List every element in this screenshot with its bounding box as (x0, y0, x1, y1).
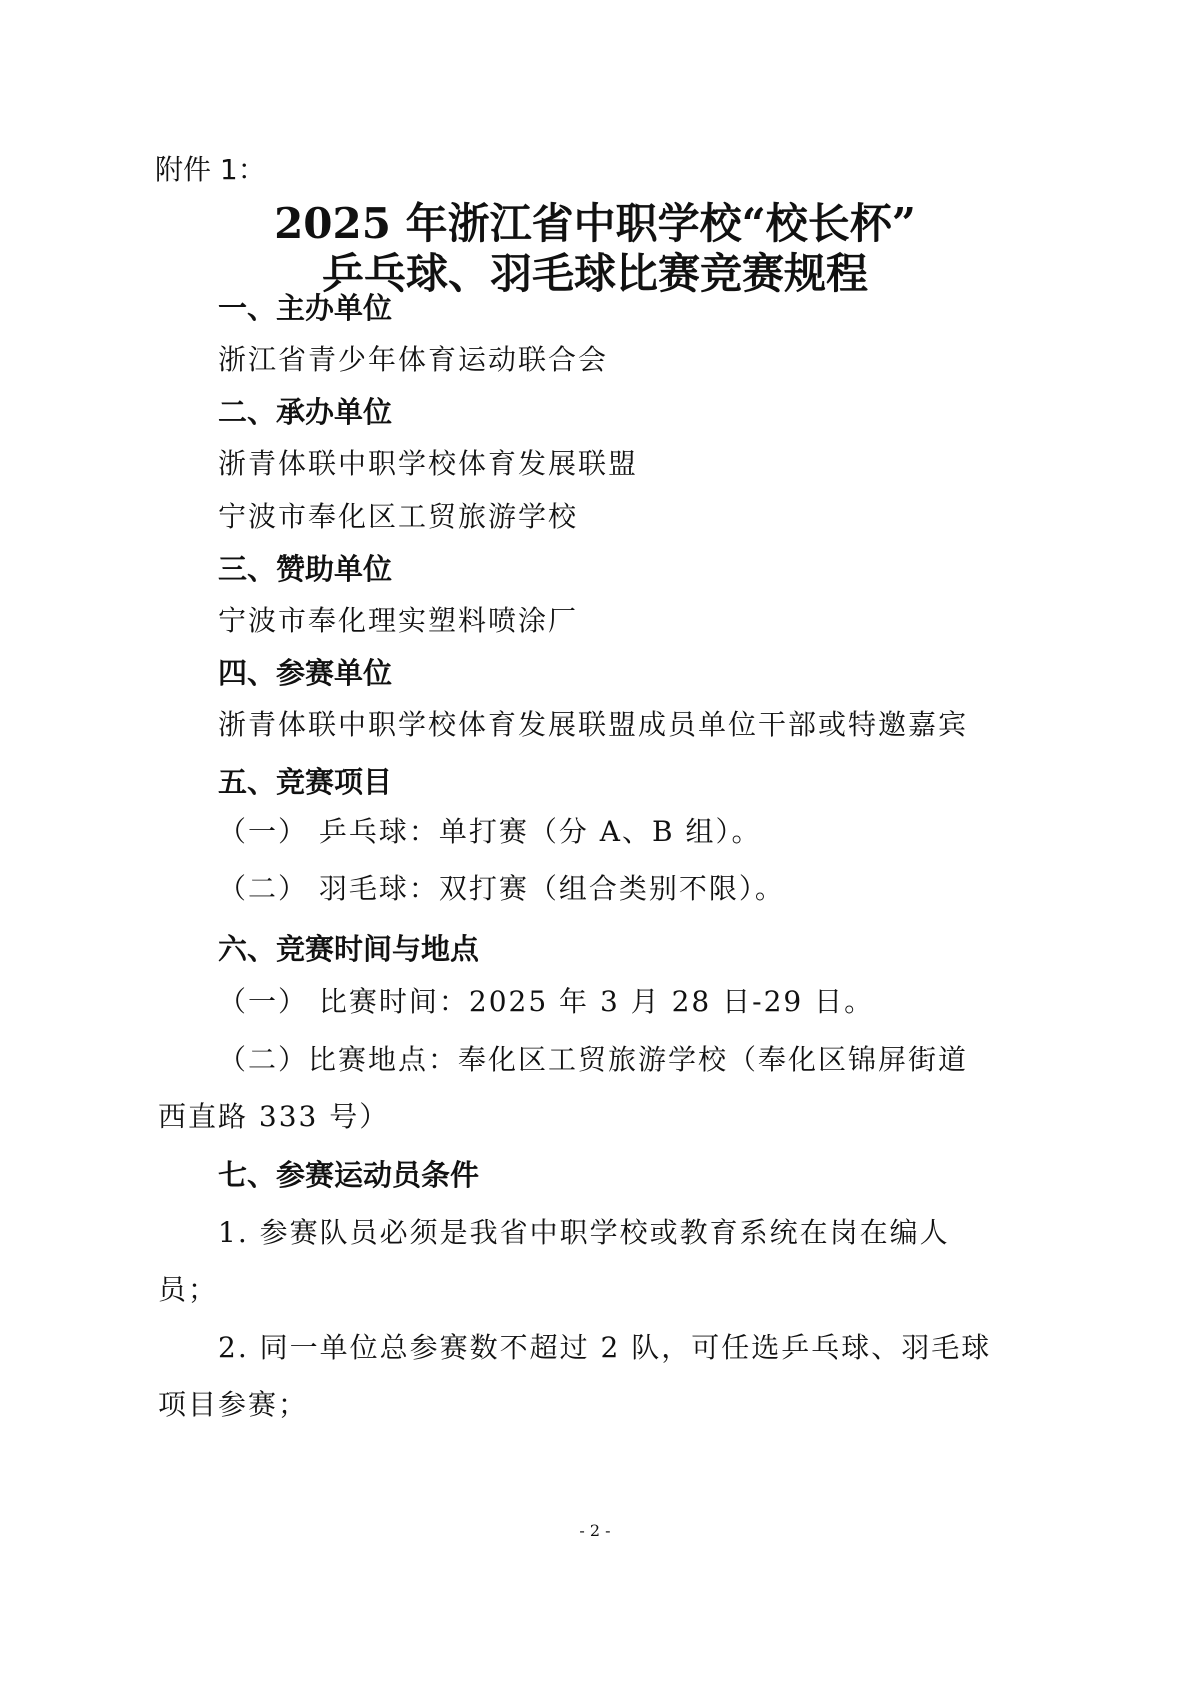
section-heading-eligibility: 七、参赛运动员条件 (218, 1158, 480, 1192)
section-heading-organizer: 一、主办单位 (218, 291, 393, 325)
time-text: （一） 比赛时间：2025 年 3 月 28 日-29 日。 (218, 985, 875, 1018)
eligibility-item-1: 1. 参赛队员必须是我省中职学校或教育系统在岗在编人 (218, 1216, 950, 1249)
document-title-line-2: 乒乓球、羽毛球比赛竞赛规程 (321, 249, 868, 298)
sponsor-text: 宁波市奉化理实塑料喷涂厂 (218, 604, 579, 637)
host-text-1: 浙青体联中职学校体育发展联盟 (218, 447, 639, 480)
eligibility-item-2-cont: 项目参赛； (158, 1388, 309, 1421)
page-number: - 2 - (579, 1521, 611, 1540)
events-text-1: （一） 乒乓球：单打赛（分 A、B 组）。 (218, 815, 762, 848)
attachment-label: 附件 1： (155, 153, 266, 186)
host-text-2: 宁波市奉化区工贸旅游学校 (218, 500, 579, 533)
section-heading-time-venue: 六、竞赛时间与地点 (218, 932, 480, 966)
eligibility-item-1-cont: 员； (158, 1273, 219, 1306)
organizer-text: 浙江省青少年体育运动联合会 (218, 343, 609, 376)
events-text-2: （二） 羽毛球：双打赛（组合类别不限）。 (218, 872, 785, 905)
document-title-line-1: 2025 年浙江省中职学校“校长杯” (274, 199, 916, 248)
venue-text-1: （二）比赛地点：奉化区工贸旅游学校（奉化区锦屏街道 (218, 1043, 969, 1076)
section-heading-participants: 四、参赛单位 (218, 656, 393, 690)
venue-text-2: 西直路 333 号） (158, 1100, 390, 1133)
participants-text: 浙青体联中职学校体育发展联盟成员单位干部或特邀嘉宾 (218, 708, 969, 741)
section-heading-host: 二、承办单位 (218, 395, 393, 429)
eligibility-item-2: 2. 同一单位总参赛数不超过 2 队，可任选乒乓球、羽毛球 (218, 1331, 992, 1364)
section-heading-sponsor: 三、赞助单位 (218, 552, 393, 586)
section-heading-events: 五、竞赛项目 (218, 765, 393, 799)
